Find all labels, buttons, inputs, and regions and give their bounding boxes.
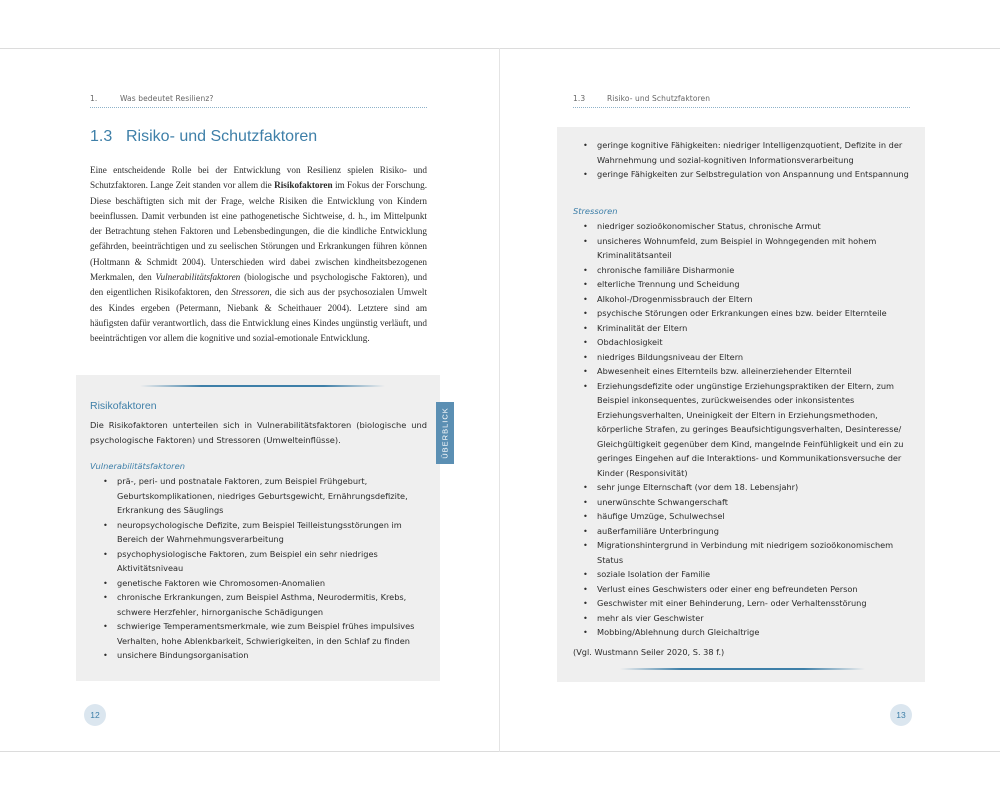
list-item: • chronische familiäre Disharmonie bbox=[583, 263, 910, 278]
left-running-head-title: Was bedeutet Resilienz? bbox=[120, 94, 214, 103]
list-item: • Verlust eines Geschwisters oder einer eng befreundeten Person bbox=[583, 582, 910, 597]
list-item: • Geschwister mit einer Behinderung, Lern- oder Verhaltensstörung bbox=[583, 596, 910, 611]
vulnerability-subheading: Vulnerabilitätsfaktoren bbox=[90, 461, 185, 471]
paragraph-run: Eine entscheidende Rolle bei der Entwicklung von Resilienz spielen Risiko- und Schutzfaktoren. Lange Zeit standen vor allem die bbox=[90, 165, 427, 191]
left-page-number: 12 bbox=[84, 704, 106, 726]
right-running-head-number: 1.3 bbox=[573, 94, 586, 103]
cognitive-list bbox=[583, 138, 910, 182]
box-title: Risikofaktoren bbox=[90, 400, 157, 412]
list-item: • Abwesenheit eines Elternteils bzw. alleinerziehender Elternteil bbox=[583, 364, 910, 379]
right-running-head-title: Risiko- und Schutzfaktoren bbox=[607, 94, 711, 103]
overview-box-top-rule bbox=[140, 385, 385, 387]
overview-tab-label: ÜBERBLICK bbox=[440, 407, 450, 459]
list-item: • niedriges Bildungsniveau der Eltern bbox=[583, 350, 910, 365]
list-item: • Alkohol-/Drogenmissbrauch der Eltern bbox=[583, 292, 910, 307]
right-running-head-rule bbox=[573, 107, 910, 108]
list-item: • geringe Fähigkeiten zur Selbstregulation von Anspannung und Entspannung bbox=[583, 167, 910, 182]
list-item: • psychische Störungen oder Erkrankungen eines bzw. beider Elternteile bbox=[583, 306, 910, 321]
section-heading bbox=[90, 128, 317, 146]
left-running-head-number: 1. bbox=[90, 94, 98, 103]
box-intro: Die Risikofaktoren unterteilen sich in Vulnerabilitätsfaktoren (biologische und psychologische Faktoren) und Stressoren (Umwelteinflüsse). bbox=[90, 420, 427, 445]
paragraph-run: (biologische und psychologische Faktoren), und den eigentlichen Risikofaktoren, den bbox=[90, 272, 427, 298]
right-page-number: 13 bbox=[890, 704, 912, 726]
list-item: • geringe kognitive Fähigkeiten: niedriger Intelligenzquotient, Defizite in der Wahrnehmung und sozial-kognitiven Informationsverarbeitung bbox=[583, 138, 910, 167]
list-item: • neuropsychologische Defizite, zum Beispiel Teilleistungsstörungen im Bereich der Wahrnehmungsverarbeitung bbox=[103, 518, 425, 547]
list-item: • elterliche Trennung und Scheidung bbox=[583, 277, 910, 292]
list-item: • häufige Umzüge, Schulwechsel bbox=[583, 509, 910, 524]
list-item: • Obdachlosigkeit bbox=[583, 335, 910, 350]
list-item: • unerwünschte Schwangerschaft bbox=[583, 495, 910, 510]
overview-box-bottom-rule bbox=[620, 668, 865, 670]
page-fold bbox=[499, 48, 500, 752]
section-number: 1.3 bbox=[90, 128, 113, 145]
paragraph-run: , die sich aus der psychosozialen Umwelt des Kindes ergeben (Petermann, Niebank & Scheithauer 2004). Letztere sind am häufigsten dafür verantwortlich, dass die Entwicklung eines Kindes ungünstig verläuft, und beeinträchtigen vor allem die kognitive und sozial-emotionale Entwicklung. bbox=[90, 287, 427, 344]
list-item: • Mobbing/Ablehnung durch Gleichaltrige bbox=[583, 625, 910, 640]
list-item: • schwierige Temperamentsmerkmale, wie zum Beispiel frühes impulsives Verhalten, hohe Ablenkbarkeit, Schwierigkeiten, in den Schlaf zu finden bbox=[103, 619, 425, 648]
list-item: • genetische Faktoren wie Chromosomen-Anomalien bbox=[103, 576, 425, 591]
list-item: • mehr als vier Geschwister bbox=[583, 611, 910, 626]
list-item: • psychophysiologische Faktoren, zum Beispiel ein sehr niedriges Aktivitätsniveau bbox=[103, 547, 425, 576]
list-item: • Migrationshintergrund in Verbindung mit niedrigem sozioökonomischem Status bbox=[583, 538, 910, 567]
right-running-head bbox=[573, 94, 710, 103]
section-title: Risiko- und Schutzfaktoren bbox=[126, 128, 318, 145]
list-item: • unsichere Bindungsorganisation bbox=[103, 648, 425, 663]
citation: (Vgl. Wustmann Seiler 2020, S. 38 f.) bbox=[573, 647, 725, 657]
list-item: • niedriger sozioökonomischer Status, chronische Armut bbox=[583, 219, 910, 234]
list-item: • Erziehungsdefizite oder ungünstige Erziehungspraktiken der Eltern, zum Beispiel inkonsequentes, zurückweisendes oder inkonsistentes Erziehungsverhalten, Uneinigkeit der Eltern in Erziehungsmethoden, körperliche Strafen, zu geringes Beaufsichtigungsverhalten, Desinteresse/ Gleichgültigkeit gegenüber dem Kind, mangelnde Feinfühligkeit und ein zu geringes Eingehen auf die Interaktions- und Kommunikationsversuche der Kinder (Responsivität) bbox=[583, 379, 910, 481]
list-item: • chronische Erkrankungen, zum Beispiel Asthma, Neurodermitis, Krebs, schwere Herzfehler, hirnorganische Schädigungen bbox=[103, 590, 425, 619]
left-running-head bbox=[90, 94, 213, 103]
body-paragraph bbox=[90, 163, 427, 347]
overview-tab bbox=[436, 402, 454, 464]
list-item: • unsicheres Wohnumfeld, zum Beispiel in Wohngegenden mit hohem Kriminalitätsanteil bbox=[583, 234, 910, 263]
left-running-head-rule bbox=[90, 107, 427, 108]
paragraph-run: Stressoren bbox=[231, 287, 270, 298]
list-item: • soziale Isolation der Familie bbox=[583, 567, 910, 582]
vulnerability-list bbox=[103, 474, 425, 663]
list-item: • außerfamiliäre Unterbringung bbox=[583, 524, 910, 539]
paragraph-run: im Fokus der Forschung. Diese beschäftigten sich mit der Frage, welche Risiken die Entwicklung von Kindern beeinflussen. Damit verbunden ist eine pathogenetische Sichtweise, d. h., im Mittelpunkt der Betrachtung stehen Faktoren und Lebensbedingungen, die die kindliche Entwicklung gefährden, beeinträchtigen und zu seelischen Störungen und Erkrankungen führen können (Holtmann & Schmidt 2004). Unterschieden wird dabei zwischen kindheitsbezogenen Merkmalen, den bbox=[90, 180, 427, 283]
list-item: • sehr junge Elternschaft (vor dem 18. Lebensjahr) bbox=[583, 480, 910, 495]
paragraph-run: Risikofaktoren bbox=[274, 180, 333, 191]
list-item: • Kriminalität der Eltern bbox=[583, 321, 910, 336]
paragraph-run: Vulnerabilitätsfaktoren bbox=[155, 272, 241, 283]
stressors-subheading: Stressoren bbox=[573, 206, 618, 216]
stressors-list bbox=[583, 219, 910, 640]
list-item: • prä-, peri- und postnatale Faktoren, zum Beispiel Frühgeburt, Geburtskomplikationen, niedriges Geburtsgewicht, Ernährungsdefizite, Erkrankung des Säuglings bbox=[103, 474, 425, 518]
